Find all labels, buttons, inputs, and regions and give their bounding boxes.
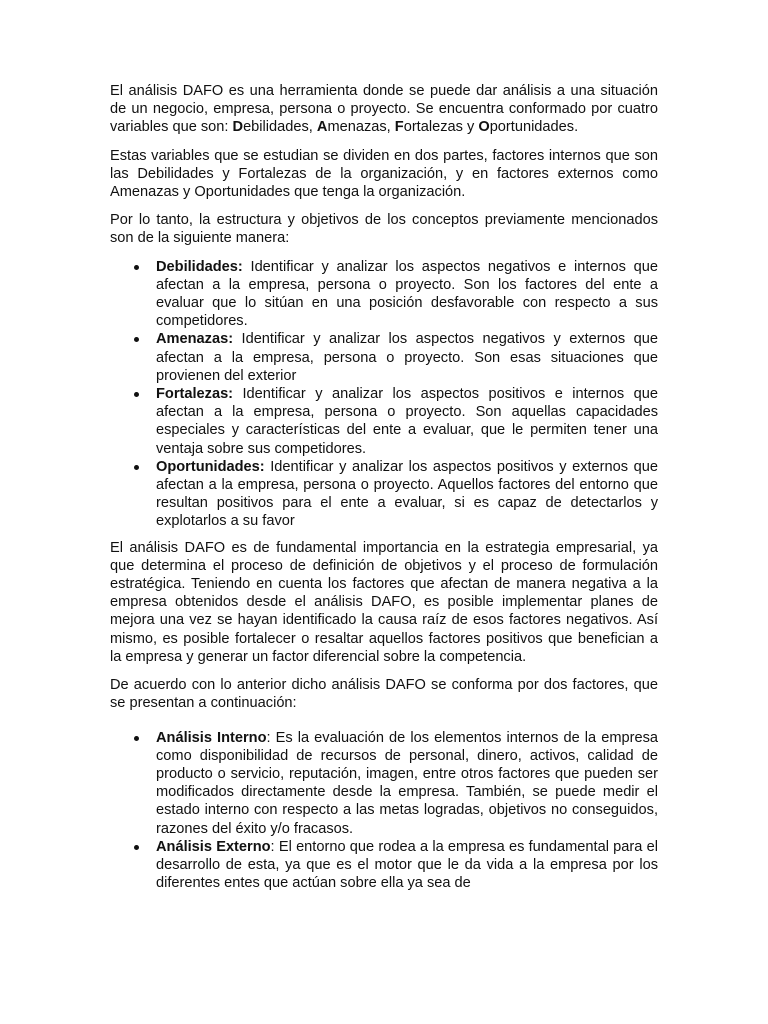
paragraph-intro: El análisis DAFO es una herramienta donde se puede dar análisis a una situación de un negocio, empresa, persona o proyecto. Se encuentra conformado por cuatro variables que son: Debilidades, Amenazas, Fortalezas y Oportunidades. [110, 83, 658, 136]
term-debilidades: Debilidades: [156, 258, 243, 275]
initial-f: F [394, 119, 404, 136]
term-amenazas: Amenazas: [156, 331, 234, 348]
paragraph-variables: Estas variables que se estudian se dividen en dos partes, factores internos que son las Debilidades y Fortalezas de la organización, y en factores externos como Amenazas y Oportunidades que tenga la organización. [110, 147, 658, 201]
initial-a: A [316, 119, 328, 136]
dafo-list [110, 258, 658, 531]
list-item-analisis-externo: Análisis Externo: El entorno que rodea a la empresa es fundamental para el desarrollo de esta, ya que es el motor que le da vida a la empresa por los diferentes entes que actúan sobre ella ya sea de [156, 838, 658, 893]
term-oportunidades: Oportunidades: [156, 458, 265, 475]
term-analisis-externo: Análisis Externo [156, 838, 271, 855]
initial-o: O [478, 119, 490, 136]
list-item-amenazas: Amenazas: Identificar y analizar los aspectos negativos y externos que afectan a la empresa, persona o proyecto. Son esas situaciones que provienen del exterior [156, 330, 658, 385]
term-analisis-interno: Análisis Interno [156, 729, 267, 746]
list-item-debilidades: Debilidades: Identificar y analizar los aspectos negativos e internos que afectan a la empresa, persona o proyecto. Son los factores del ente a evaluar que lo sitúan en una posición desfavorable con respecto a sus competidores. [156, 258, 658, 331]
list-item-analisis-interno: Análisis Interno: Es la evaluación de los elementos internos de la empresa como disponibilidad de recursos de personal, dinero, activos, calidad de producto o servicio, reputación, imagen, entre otros factores que pueden ser modificados directamente desde la empresa. También, se puede medir el estado interno con respecto a las metas logradas, objetivos no conseguidos, razones del éxito y/o fracasos. [156, 729, 658, 838]
bullet-icon [134, 465, 139, 470]
analysis-list [110, 729, 658, 893]
bullet-icon [134, 392, 139, 397]
bullet-icon [134, 736, 139, 741]
paragraph-factors: De acuerdo con lo anterior dicho análisis DAFO se conforma por dos factores, que se presentan a continuación: [110, 677, 658, 712]
bullet-icon [134, 337, 139, 342]
list-item-fortalezas: Fortalezas: Identificar y analizar los aspectos positivos e internos que afectan a la empresa, persona o proyecto. Son aquellas capacidades especiales y características del ente a evaluar, que le permiten tener una ventaja sobre sus competidores. [156, 385, 658, 458]
paragraph-importance: El análisis DAFO es de fundamental importancia en la estrategia empresarial, ya que determina el proceso de definición de objetivos y el proceso de formulación estratégica. Teniendo en cuenta los factores que afectan de manera negativa a la empresa obtenidos desde el análisis DAFO, es posible implementar planes de mejora una vez se hayan identificado la causa raíz de esos factores negativos. Así mismo, es posible fortalecer o resaltar aquellos factores positivos que benefician a la empresa y generar un factor diferencial sobre la competencia. [110, 539, 658, 665]
bullet-icon [134, 845, 139, 850]
list-item-oportunidades: Oportunidades: Identificar y analizar los aspectos positivos y externos que afectan a la empresa, persona o proyecto. Aquellos factores del entorno que resultan positivos para el ente a evaluar, si es capaz de detectarlos y explotarlos a su favor [156, 458, 658, 531]
term-fortalezas: Fortalezas: [156, 386, 234, 403]
initial-d: D [232, 119, 244, 136]
bullet-icon [134, 265, 139, 270]
paragraph-structure: Por lo tanto, la estructura y objetivos de los conceptos previamente mencionados son de la siguiente manera: [110, 212, 658, 247]
document-page [110, 82, 658, 900]
